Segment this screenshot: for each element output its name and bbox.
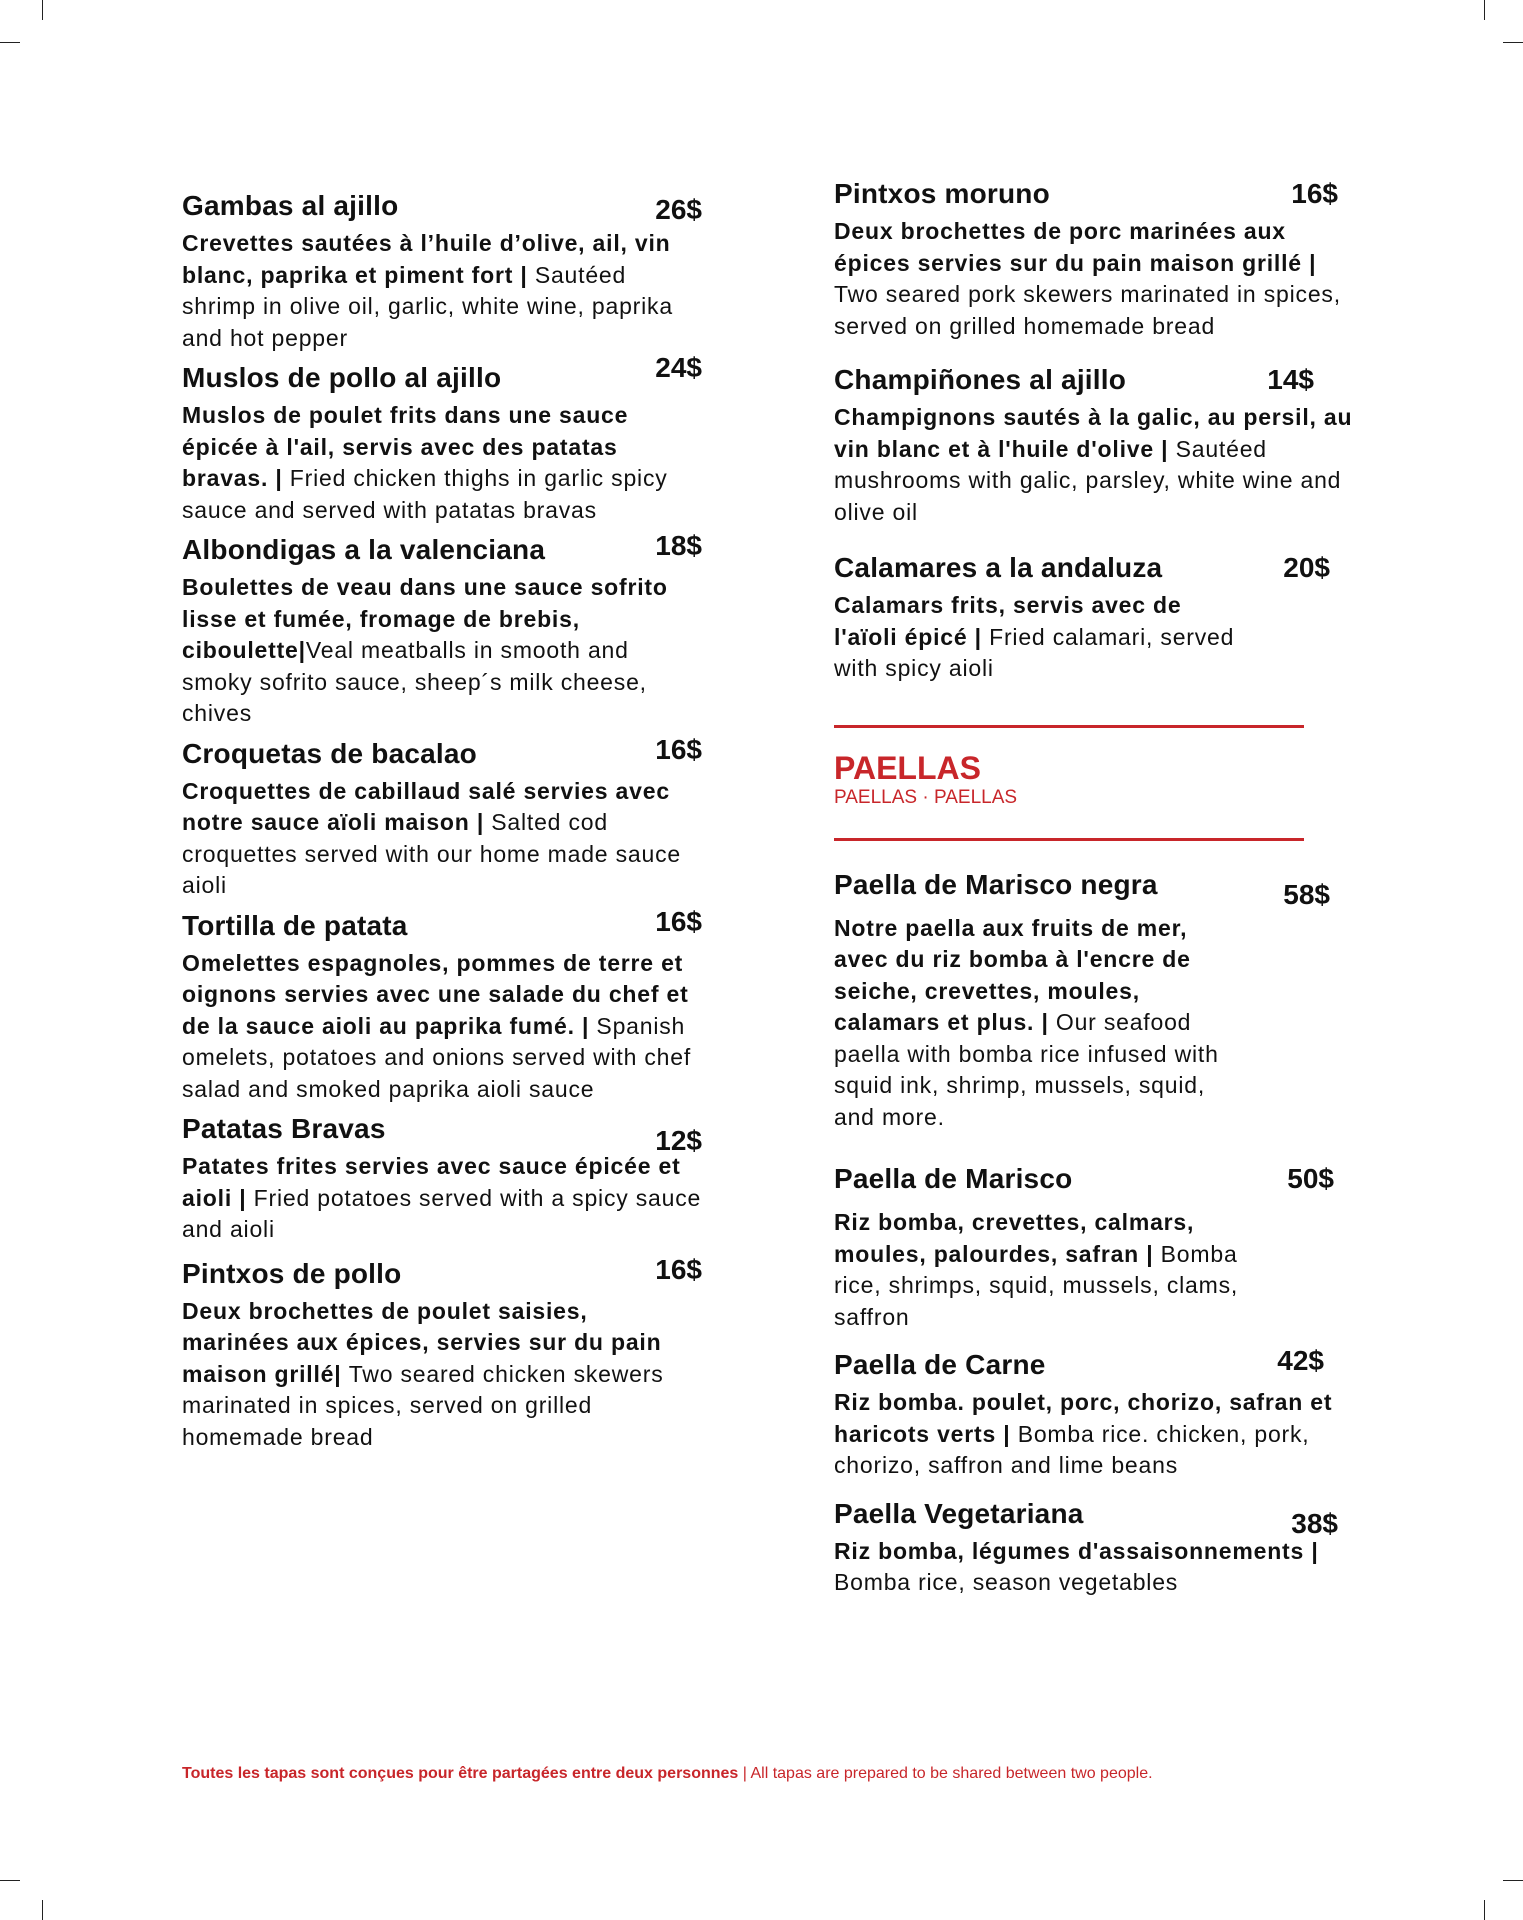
crop-mark-bottom-right-h xyxy=(1503,1880,1523,1881)
description-fr: Boulettes de veau dans une sauce sofrito lisse et fumée, fromage de brebis, ciboulette xyxy=(182,574,668,663)
item-price: 50$ xyxy=(1287,1163,1334,1194)
description-separator: | xyxy=(1034,1009,1056,1035)
description-fr: Riz bomba, légumes d'assaisonnements xyxy=(834,1537,1305,1564)
item-name: Albondigas a la valenciana xyxy=(182,534,546,565)
description-separator: | xyxy=(574,1012,597,1039)
description-en: Our seafood paella with bomba rice infused with squid ink, shrimp, mussels, squid, and more. xyxy=(834,1009,1219,1130)
menu-item xyxy=(834,362,1354,528)
item-description xyxy=(834,1536,1354,1599)
item-price: 20$ xyxy=(1283,552,1330,583)
item-description xyxy=(182,572,702,730)
item-name: Calamares a la andaluza xyxy=(834,552,1163,583)
description-fr: Champignons sautés à la galic, au persil, au vin blanc et à l'huile d'olive xyxy=(834,404,1353,462)
item-price: 14$ xyxy=(1267,364,1314,395)
crop-mark-top-left-v xyxy=(42,0,43,20)
description-en: Sautéed mushrooms with galic, parsley, white wine and olive oil xyxy=(834,435,1342,525)
item-description xyxy=(182,948,702,1106)
menu-item xyxy=(182,532,702,730)
description-fr: Deux brochettes de poulet saisies, marinées aux épices, servies sur du pain maison grillé xyxy=(182,1297,662,1387)
item-name: Muslos de pollo al ajillo xyxy=(182,362,502,393)
menu-item xyxy=(182,1111,702,1246)
description-fr: Croquettes de cabillaud salé servies avec notre sauce aïoli maison xyxy=(182,777,670,835)
description-fr: Notre paella aux fruits de mer, avec du riz bomba à l'encre de seiche, crevettes, moules, calamars et plus. xyxy=(834,914,1191,1035)
item-price: 42$ xyxy=(1277,1345,1324,1376)
item-name: Pintxos de pollo xyxy=(182,1257,402,1289)
description-separator: | xyxy=(967,623,990,650)
description-fr: Crevettes sautées à l’huile d’olive, ail, vin blanc, paprika et piment fort xyxy=(182,230,671,288)
item-description xyxy=(182,1151,702,1246)
item-name: Paella Vegetariana xyxy=(834,1497,1084,1529)
description-separator: | xyxy=(334,1360,349,1387)
item-name: Pintxos moruno xyxy=(834,178,1050,209)
item-price: 26$ xyxy=(655,194,702,225)
footnote-en: All tapas are prepared to be shared between two people. xyxy=(750,1765,1153,1782)
description-en: Bomba rice, shrimps, squid, mussels, clams, saffron xyxy=(834,1240,1239,1330)
section-title: PAELLAS xyxy=(834,749,981,786)
description-en: Bomba rice, season vegetables xyxy=(834,1569,1179,1595)
description-en: Sautéed shrimp in olive oil, garlic, white wine, paprika and hot pepper xyxy=(182,261,673,351)
description-separator: | xyxy=(996,1420,1018,1447)
item-description xyxy=(182,400,702,526)
description-en: Bomba rice. chicken, pork, chorizo, saffron and lime beans xyxy=(834,1420,1310,1478)
description-en: Fried chicken thighs in garlic spicy sauce and served with patatas bravas xyxy=(182,465,668,523)
item-description xyxy=(834,216,1354,342)
menu-item xyxy=(182,352,702,526)
menu-item xyxy=(182,733,702,902)
section-divider-bottom xyxy=(834,838,1304,841)
crop-mark-top-right-h xyxy=(1503,42,1523,43)
item-name: Champiñones al ajillo xyxy=(834,364,1127,395)
menu-item xyxy=(834,1496,1354,1599)
description-separator: | xyxy=(1304,1537,1319,1564)
item-name: Tortilla de patata xyxy=(182,909,408,941)
crop-mark-bottom-left-h xyxy=(0,1880,20,1881)
menu-item xyxy=(182,188,702,354)
menu-item xyxy=(182,905,702,1106)
footnote-separator: | xyxy=(738,1765,751,1782)
item-description xyxy=(182,776,702,902)
item-price: 16$ xyxy=(655,733,702,765)
description-separator: | xyxy=(1139,1240,1161,1267)
item-price: 16$ xyxy=(655,905,702,937)
item-description xyxy=(182,228,702,354)
item-name: Paella de Marisco xyxy=(834,1163,1073,1194)
item-description xyxy=(834,1207,1354,1333)
menu-item xyxy=(834,1347,1354,1482)
item-price: 16$ xyxy=(655,1253,702,1285)
crop-mark-top-left-h xyxy=(0,42,20,43)
description-fr: Patates frites servies avec sauce épicée et aioli xyxy=(182,1153,681,1211)
item-name: Croquetas de bacalao xyxy=(182,737,477,769)
description-en: Spanish omelets, potatoes and onions served with chef salad and smoked paprika aioli sauce xyxy=(182,1012,692,1102)
crop-mark-bottom-left-v xyxy=(42,1900,43,1920)
item-description xyxy=(834,590,1354,685)
item-price: 24$ xyxy=(655,352,702,383)
crop-mark-top-right-v xyxy=(1484,0,1485,20)
item-price: 18$ xyxy=(655,530,702,561)
description-separator: | xyxy=(469,809,492,835)
footnote xyxy=(182,1764,1362,1784)
description-fr: Riz bomba. poulet, porc, chorizo, safran et haricots verts xyxy=(834,1389,1333,1447)
item-price: 16$ xyxy=(1291,178,1338,209)
description-separator: | xyxy=(298,637,306,663)
description-en: Salted cod croquettes served with our home made sauce aioli xyxy=(182,809,681,898)
item-name: Gambas al ajillo xyxy=(182,190,399,221)
item-description xyxy=(834,1387,1354,1482)
item-name: Patatas Bravas xyxy=(182,1113,386,1144)
description-en: Two seared chicken skewers marinated in spices, served on grilled homemade bread xyxy=(182,1360,664,1450)
description-en: Fried calamari, served with spicy aioli xyxy=(834,623,1235,681)
item-description xyxy=(182,1296,702,1454)
menu-item xyxy=(834,176,1354,342)
description-en: Veal meatballs in smooth and smoky sofrito sauce, sheep´s milk cheese, chives xyxy=(182,637,647,726)
description-en: Fried potatoes served with a spicy sauce and aioli xyxy=(182,1184,702,1242)
left-menu-column xyxy=(182,176,702,1463)
menu-item xyxy=(834,867,1354,1134)
description-separator: | xyxy=(268,465,290,491)
description-separator: | xyxy=(1301,249,1317,276)
description-separator: | xyxy=(232,1184,254,1211)
description-fr: Calamars frits, servis avec de l'aïoli épicé xyxy=(834,592,1182,650)
description-separator: | xyxy=(1153,435,1176,462)
description-fr: Muslos de poulet frits dans une sauce épicée à l'ail, servis avec des patatas bravas. xyxy=(182,402,629,491)
menu-item xyxy=(834,550,1354,685)
item-name: Paella de Carne xyxy=(834,1349,1046,1380)
menu-item xyxy=(834,1161,1354,1333)
item-price: 12$ xyxy=(655,1125,702,1156)
description-fr: Omelettes espagnoles, pommes de terre et oignons servies avec une salade du chef et de la sauce aioli au paprika fumé. xyxy=(182,949,689,1039)
description-separator: | xyxy=(513,261,535,288)
item-price: 58$ xyxy=(1283,878,1330,910)
item-price: 38$ xyxy=(1291,1507,1338,1539)
description-fr: Riz bomba, crevettes, calmars, moules, palourdes, safran xyxy=(834,1209,1195,1267)
item-name: Paella de Marisco negra xyxy=(834,868,1158,900)
paellas-section-header xyxy=(834,750,1354,810)
crop-mark-bottom-right-v xyxy=(1484,1900,1485,1920)
description-fr: Deux brochettes de porc marinées aux épices servies sur du pain maison grillé xyxy=(834,218,1302,276)
item-description xyxy=(834,913,1354,1134)
footnote-fr: Toutes les tapas sont conçues pour être partagées entre deux personnes xyxy=(182,1765,739,1782)
right-menu-column xyxy=(834,176,1354,1609)
description-en: Two seared pork skewers marinated in spices, served on grilled homemade bread xyxy=(834,281,1341,339)
menu-item xyxy=(182,1253,702,1454)
section-subtitle: PAELLAS · PAELLAS xyxy=(834,786,1018,808)
item-description xyxy=(834,402,1354,528)
section-divider-top xyxy=(834,725,1304,728)
